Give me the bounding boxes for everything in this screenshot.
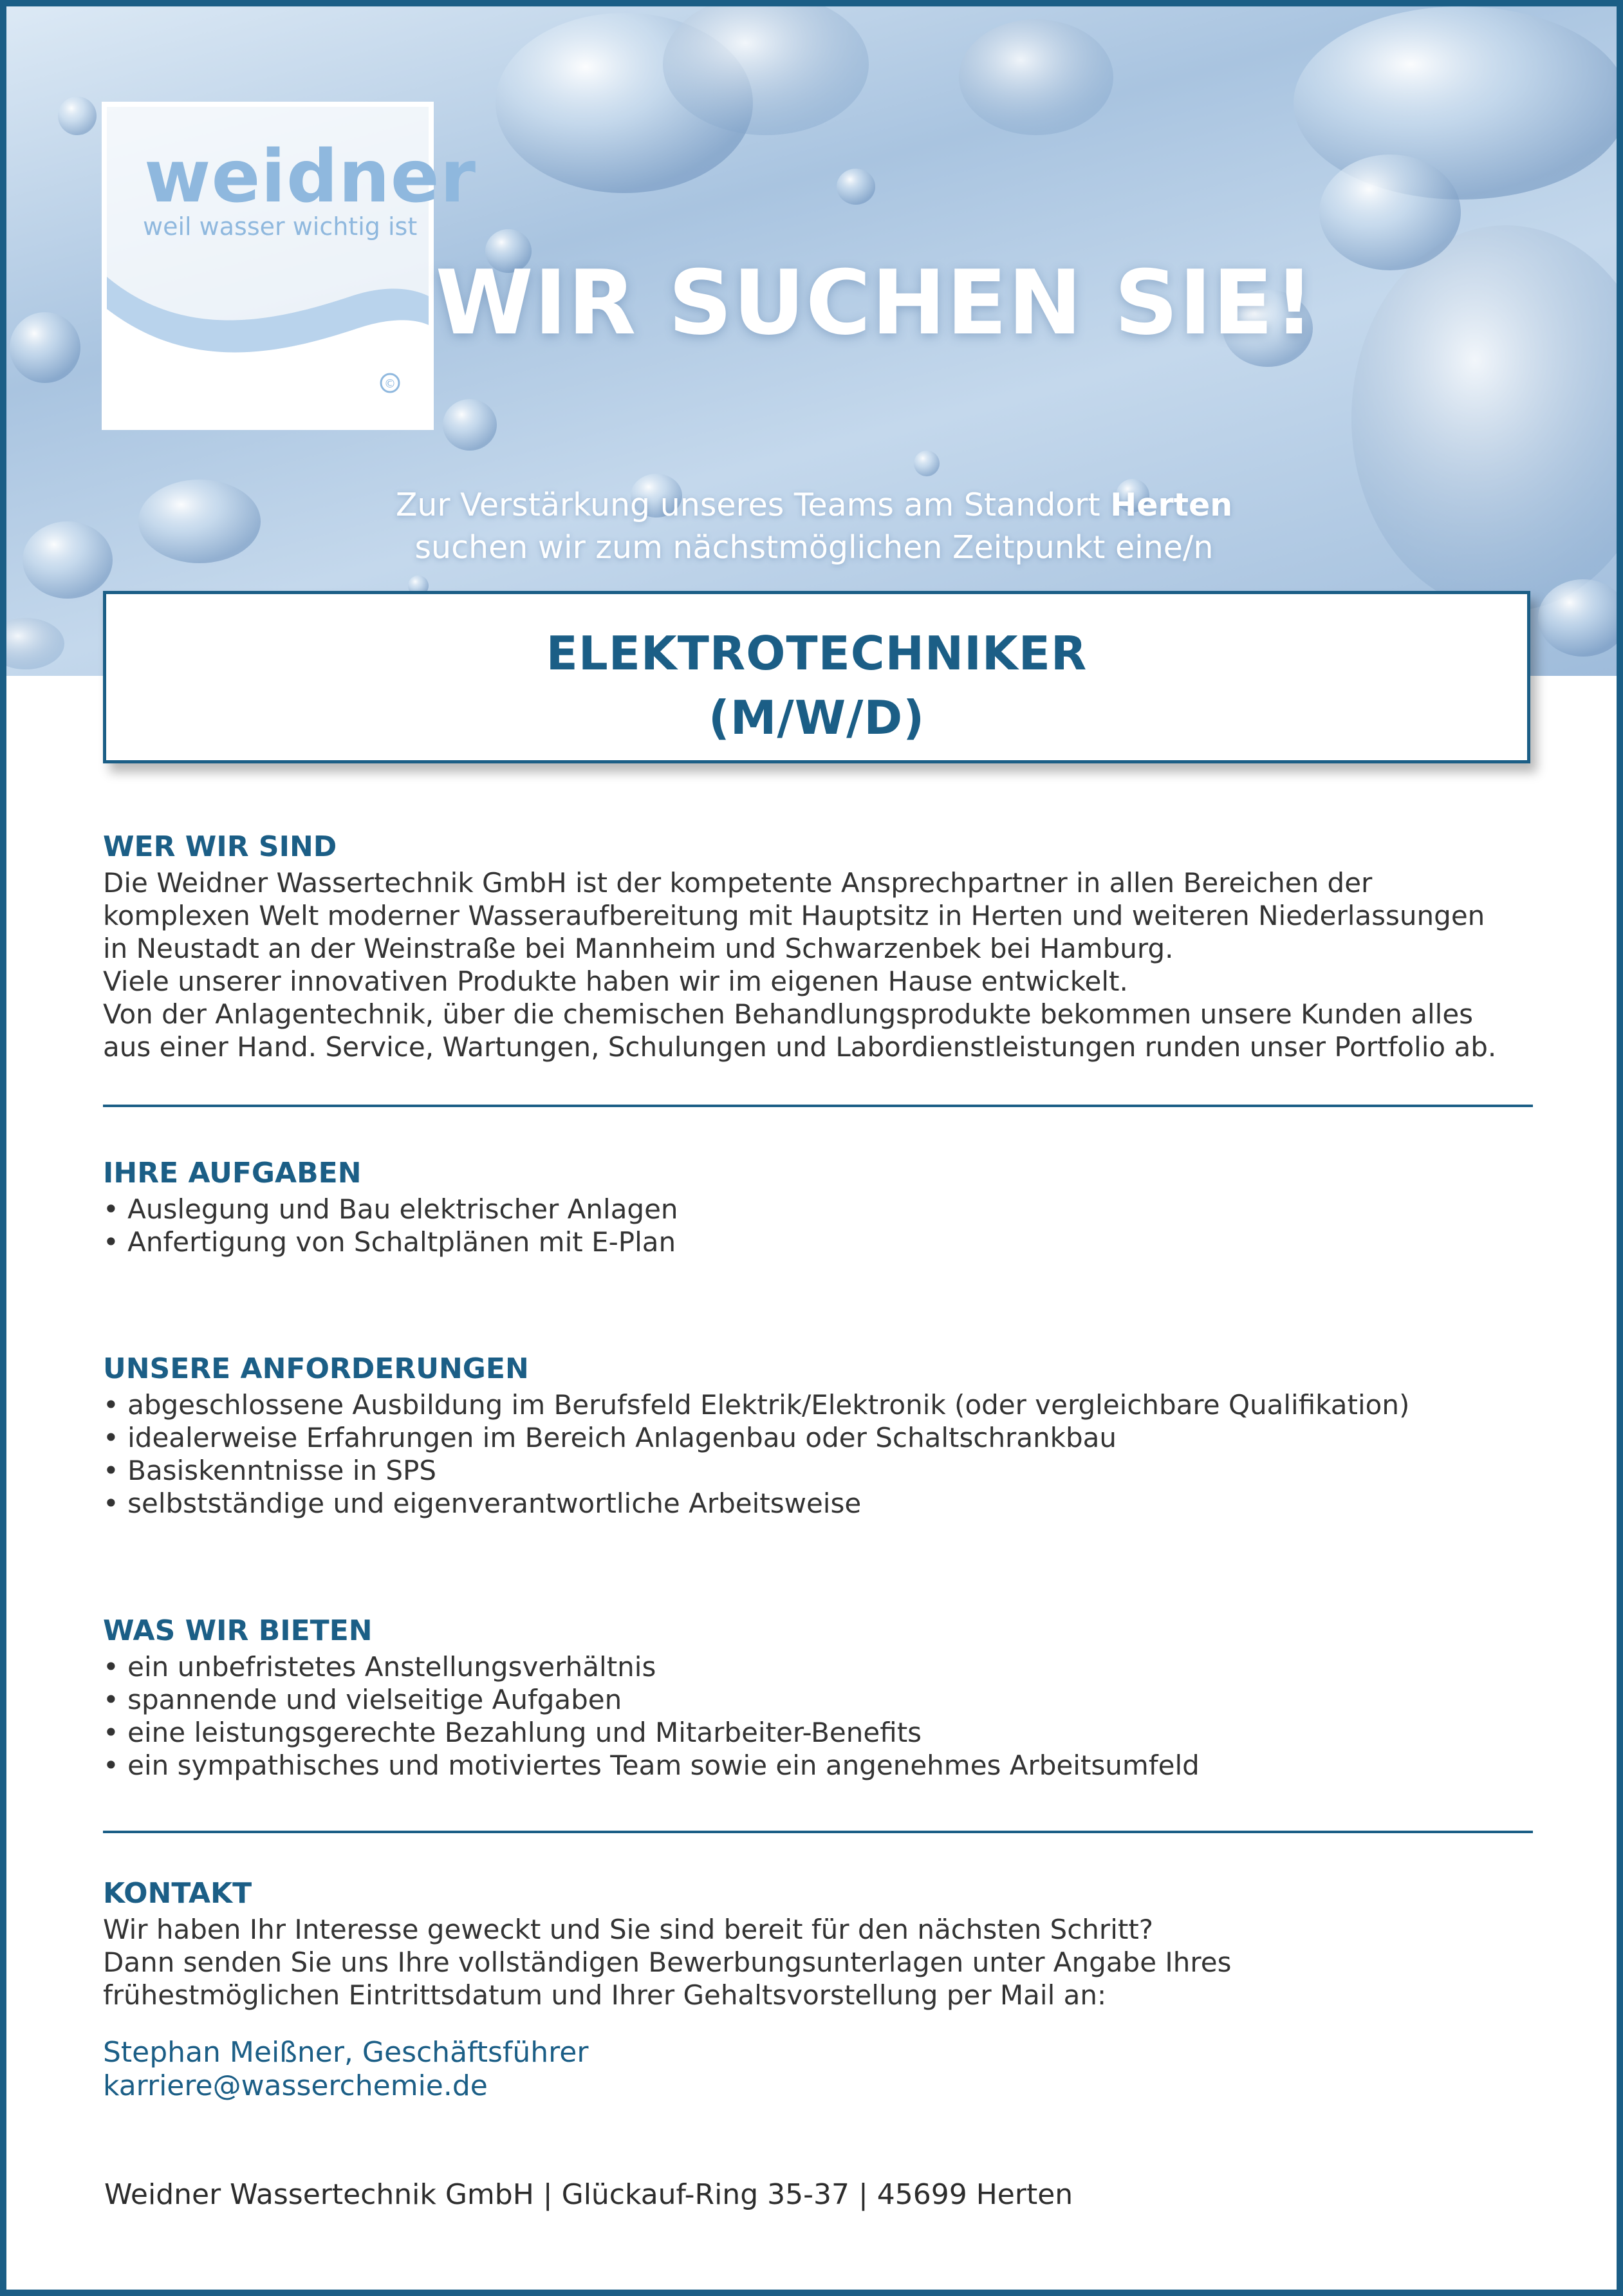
contact-heading: KONTAKT: [103, 1877, 252, 1910]
requirements-heading: UNSERE ANFORDERUNGEN: [103, 1352, 529, 1385]
tasks-list-item: • Auslegung und Bau elektrischer Anlagen: [103, 1193, 678, 1225]
contact-text-line: Dann senden Sie uns Ihre vollständigen Bewerbungsunterlagen unter Angabe Ihres: [103, 1946, 1232, 1978]
offer-list-item: • ein sympathisches und motiviertes Team sowie ein angenehmes Arbeitsumfeld: [103, 1750, 1200, 1781]
requirements-list-item: • abgeschlossene Ausbildung im Berufsfeld Elektrik/Elektronik (oder vergleichbare Qualifikation): [103, 1389, 1410, 1421]
about-line: in Neustadt an der Weinstraße bei Mannheim und Schwarzenbek bei Hamburg.: [103, 933, 1174, 964]
about-line: komplexen Welt moderner Wasseraufbereitung mit Hauptsitz in Herten und weiteren Niederlassungen: [103, 900, 1485, 931]
requirements-list-item: • Basiskenntnisse in SPS: [103, 1455, 437, 1486]
tasks-section: [103, 1154, 1538, 1258]
job-title-box: [103, 591, 1530, 763]
offer-list-item: • eine leistungsgerechte Bezahlung und Mitarbeiter-Benefits: [103, 1717, 922, 1748]
requirements-list-item: • selbstständige und eigenverantwortliche Arbeitsweise: [103, 1488, 862, 1519]
job-title: [106, 621, 1527, 750]
hero-title: WIR SUCHEN SIE!: [435, 251, 1315, 355]
hero-banner: [6, 6, 1617, 676]
contact-person: Stephan Meißner, Geschäftsführer: [103, 2036, 589, 2069]
contact-section: [103, 1874, 1538, 2103]
tasks-heading: IHRE AUFGABEN: [103, 1157, 362, 1190]
job-title-line-2: (M/W/D): [708, 691, 925, 745]
offer-list-item: • spannende und vielseitige Aufgaben: [103, 1684, 622, 1715]
contact-text-line: Wir haben Ihr Interesse geweckt und Sie sind bereit für den nächsten Schritt?: [103, 1914, 1154, 1945]
hero-subtitle-location: Herten: [1110, 487, 1233, 523]
hero-subtitle-line-2: suchen wir zum nächstmöglichen Zeitpunkt eine/n: [414, 529, 1214, 566]
offer-section: [103, 1612, 1538, 1782]
company-address-footer: Weidner Wassertechnik GmbH | Glückauf-Ring 35-37 | 45699 Herten: [104, 2178, 1073, 2211]
about-line: Die Weidner Wassertechnik GmbH ist der kompetente Ansprechpartner in allen Bereichen der: [103, 867, 1373, 899]
requirements-section: [103, 1350, 1538, 1520]
about-line: Von der Anlagentechnik, über die chemischen Behandlungsprodukte bekommen unsere Kunden alles: [103, 998, 1474, 1030]
job-title-line-1: ELEKTROTECHNIKER: [546, 626, 1088, 680]
tasks-list-item: • Anfertigung von Schaltplänen mit E-Plan: [103, 1226, 676, 1258]
about-heading: WER WIR SIND: [103, 830, 337, 863]
requirements-list-item: • idealerweise Erfahrungen im Bereich Anlagenbau oder Schaltschrankbau: [103, 1422, 1117, 1453]
hero-subtitle-prefix: Zur Verstärkung unseres Teams am Standort: [395, 487, 1111, 523]
contact-email-link[interactable]: karriere@wasserchemie.de: [103, 2069, 488, 2102]
offer-list-item: • ein unbefristetes Anstellungsverhältnis: [103, 1651, 656, 1683]
contact-text-line: frühestmöglichen Eintrittsdatum und Ihrer Gehaltsvorstellung per Mail an:: [103, 1979, 1107, 2011]
hero-subtitle: [264, 484, 1364, 569]
about-section: [103, 828, 1538, 1063]
section-divider: [103, 1831, 1533, 1833]
about-line: aus einer Hand. Service, Wartungen, Schulungen und Labordienstleistungen runden unser Portfolio ab.: [103, 1031, 1497, 1063]
about-line: Viele unserer innovativen Produkte haben wir im eigenen Hause entwickelt.: [103, 966, 1128, 997]
section-divider: [103, 1105, 1533, 1107]
logo-tagline: weil wasser wichtig ist: [143, 212, 418, 241]
offer-heading: WAS WIR BIETEN: [103, 1614, 373, 1647]
logo-wordmark: weidner: [144, 135, 476, 219]
hero-subtitle-line-1: [264, 484, 1364, 527]
logo-copyright-mark: ©: [384, 377, 396, 391]
